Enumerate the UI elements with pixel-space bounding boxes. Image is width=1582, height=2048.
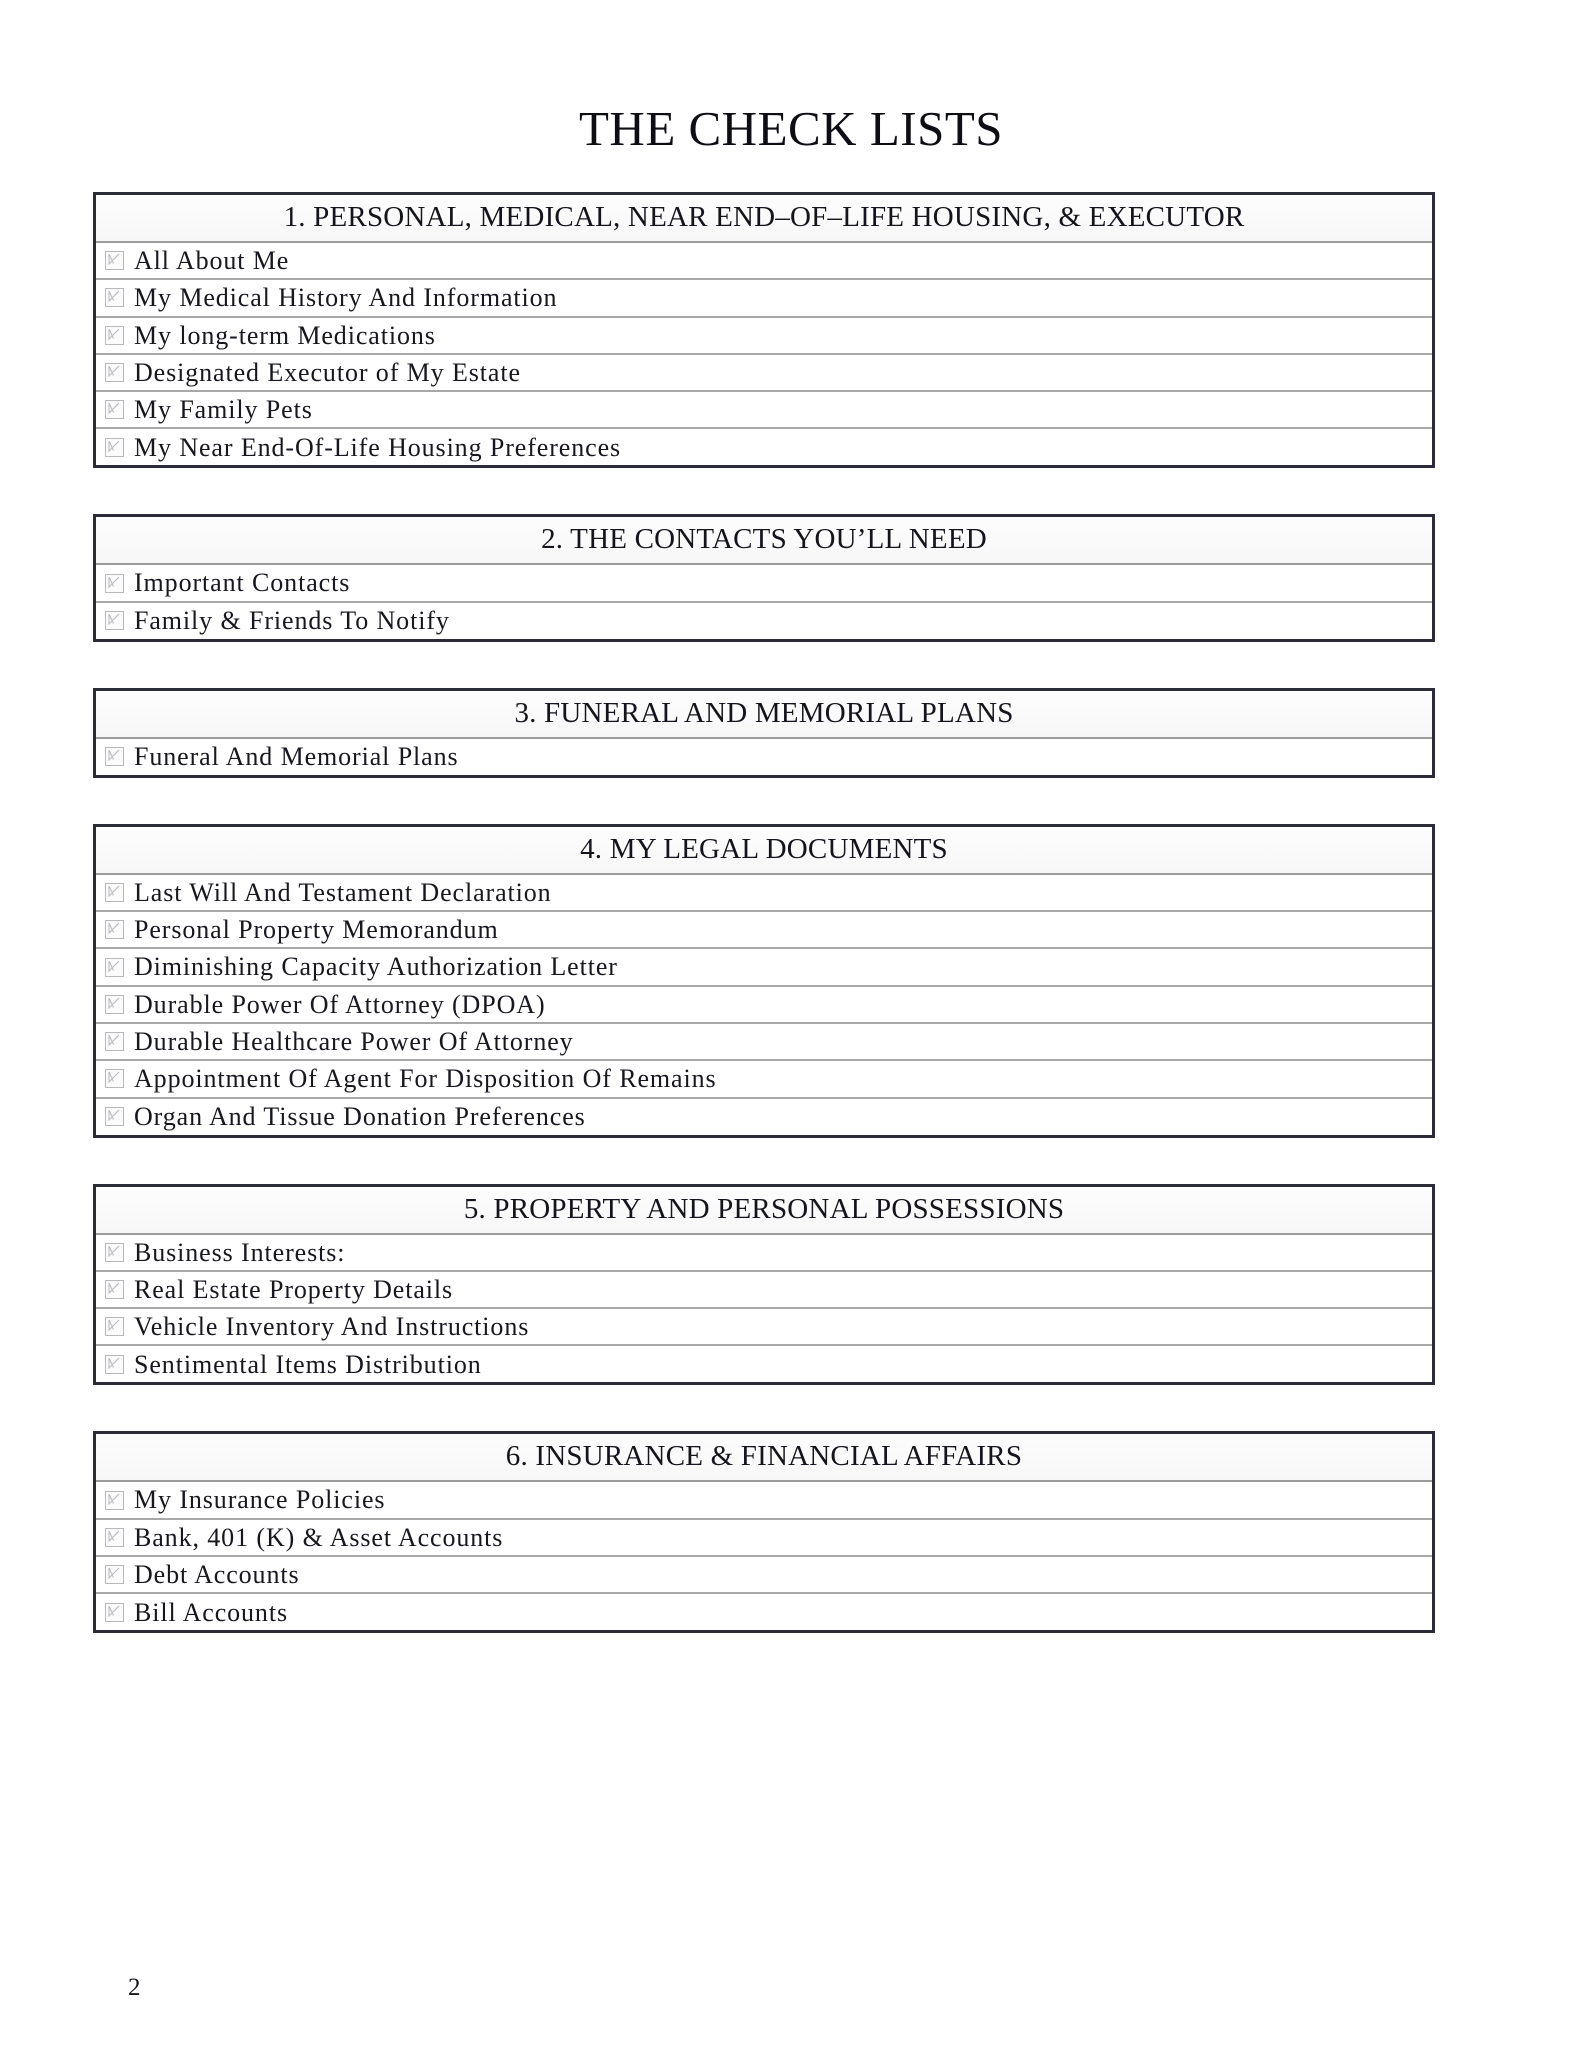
checkbox-checked-icon[interactable] bbox=[105, 251, 124, 270]
checklist-item-label: Vehicle Inventory And Instructions bbox=[134, 1312, 530, 1342]
checklist-item-label: My Medical History And Information bbox=[134, 283, 558, 313]
checkbox-checked-icon[interactable] bbox=[105, 326, 124, 345]
checkbox-checked-icon[interactable] bbox=[105, 438, 124, 457]
checkbox-checked-icon[interactable] bbox=[105, 400, 124, 419]
checkbox-checked-icon[interactable] bbox=[105, 1243, 124, 1262]
checkbox-checked-icon[interactable] bbox=[105, 958, 124, 977]
checkbox-checked-icon[interactable] bbox=[105, 1069, 124, 1088]
checklist-item-label: Bill Accounts bbox=[134, 1597, 288, 1627]
checklist-item-label: Organ And Tissue Donation Preferences bbox=[134, 1101, 586, 1131]
section-item-list bbox=[96, 1482, 1432, 1630]
checklist-item-row[interactable] bbox=[96, 949, 1432, 986]
checklist-item-label: Important Contacts bbox=[134, 568, 351, 598]
checklist-item-row[interactable] bbox=[96, 1557, 1432, 1594]
checklist-section bbox=[93, 688, 1435, 778]
checkbox-checked-icon[interactable] bbox=[105, 1355, 124, 1374]
checkbox-checked-icon[interactable] bbox=[105, 920, 124, 939]
page-number: 2 bbox=[128, 1974, 141, 2001]
checklist-item-label: My Insurance Policies bbox=[134, 1485, 386, 1515]
checkbox-checked-icon[interactable] bbox=[105, 611, 124, 630]
checkbox-checked-icon[interactable] bbox=[105, 1603, 124, 1622]
checklist-item-row[interactable] bbox=[96, 355, 1432, 392]
checklist-item-label: Family & Friends To Notify bbox=[134, 606, 450, 636]
section-item-list bbox=[96, 739, 1432, 775]
checklist-item-label: Durable Power Of Attorney (DPOA) bbox=[134, 989, 546, 1019]
section-header: 5. PROPERTY AND PERSONAL POSSESSIONS bbox=[96, 1187, 1432, 1235]
checkbox-checked-icon[interactable] bbox=[105, 1107, 124, 1126]
checklist-item-row[interactable] bbox=[96, 565, 1432, 602]
section-item-list bbox=[96, 243, 1432, 465]
checklist-item-label: Durable Healthcare Power Of Attorney bbox=[134, 1026, 574, 1056]
checkbox-checked-icon[interactable] bbox=[105, 883, 124, 902]
checklist-item-label: Diminishing Capacity Authorization Letter bbox=[134, 952, 618, 982]
checklist-item-row[interactable] bbox=[96, 1024, 1432, 1061]
checkbox-checked-icon[interactable] bbox=[105, 1280, 124, 1299]
checklist-section bbox=[93, 1184, 1435, 1386]
section-header: 6. INSURANCE & FINANCIAL AFFAIRS bbox=[96, 1434, 1432, 1482]
section-header: 4. MY LEGAL DOCUMENTS bbox=[96, 827, 1432, 875]
checkbox-checked-icon[interactable] bbox=[105, 363, 124, 382]
checkbox-checked-icon[interactable] bbox=[105, 995, 124, 1014]
checklist-item-label: Appointment Of Agent For Disposition Of Remains bbox=[134, 1064, 717, 1094]
checklist-item-label: Bank, 401 (K) & Asset Accounts bbox=[134, 1522, 504, 1552]
checklist-item-label: Designated Executor of My Estate bbox=[134, 357, 521, 387]
checklist-item-row[interactable] bbox=[96, 875, 1432, 912]
checklist-item-row[interactable] bbox=[96, 392, 1432, 429]
section-item-list bbox=[96, 1235, 1432, 1383]
checklist-section bbox=[93, 192, 1435, 468]
checklist-item-row[interactable] bbox=[96, 318, 1432, 355]
checklist-item-row[interactable] bbox=[96, 280, 1432, 317]
checklist-item-row[interactable] bbox=[96, 1099, 1432, 1135]
checklist-item-row[interactable] bbox=[96, 912, 1432, 949]
checklist-item-label: My long-term Medications bbox=[134, 320, 436, 350]
section-item-list bbox=[96, 875, 1432, 1135]
section-item-list bbox=[96, 565, 1432, 638]
checklist-item-row[interactable] bbox=[96, 243, 1432, 280]
checklist-sections bbox=[0, 192, 1582, 1633]
checklist-item-label: Business Interests: bbox=[134, 1237, 346, 1267]
checkbox-checked-icon[interactable] bbox=[105, 1565, 124, 1584]
checklist-item-row[interactable] bbox=[96, 429, 1432, 465]
checklist-item-row[interactable] bbox=[96, 739, 1432, 775]
section-header: 3. FUNERAL AND MEMORIAL PLANS bbox=[96, 691, 1432, 739]
section-header: 1. PERSONAL, MEDICAL, NEAR END–OF–LIFE HOUSING, & EXECUTOR bbox=[96, 195, 1432, 243]
checklist-item-label: Sentimental Items Distribution bbox=[134, 1349, 482, 1379]
checklist-item-label: Personal Property Memorandum bbox=[134, 915, 499, 945]
checklist-item-row[interactable] bbox=[96, 1272, 1432, 1309]
checklist-item-label: Real Estate Property Details bbox=[134, 1274, 454, 1304]
checkbox-checked-icon[interactable] bbox=[105, 1491, 124, 1510]
checklist-item-label: My Near End-Of-Life Housing Preferences bbox=[134, 432, 622, 462]
checklist-item-label: Debt Accounts bbox=[134, 1560, 300, 1590]
checkbox-checked-icon[interactable] bbox=[105, 288, 124, 307]
checklist-item-row[interactable] bbox=[96, 987, 1432, 1024]
section-header: 2. THE CONTACTS YOU’LL NEED bbox=[96, 517, 1432, 565]
checklist-item-row[interactable] bbox=[96, 1309, 1432, 1346]
checklist-item-row[interactable] bbox=[96, 1235, 1432, 1272]
checklist-item-row[interactable] bbox=[96, 1061, 1432, 1098]
checklist-item-label: Funeral And Memorial Plans bbox=[134, 742, 459, 772]
checklist-item-label: My Family Pets bbox=[134, 395, 313, 425]
checklist-item-label: Last Will And Testament Declaration bbox=[134, 877, 552, 907]
checklist-item-row[interactable] bbox=[96, 1594, 1432, 1630]
checklist-item-row[interactable] bbox=[96, 1520, 1432, 1557]
checkbox-checked-icon[interactable] bbox=[105, 574, 124, 593]
checkbox-checked-icon[interactable] bbox=[105, 1528, 124, 1547]
checkbox-checked-icon[interactable] bbox=[105, 747, 124, 766]
checklist-item-row[interactable] bbox=[96, 1346, 1432, 1382]
checkbox-checked-icon[interactable] bbox=[105, 1317, 124, 1336]
checklist-section bbox=[93, 1431, 1435, 1633]
checklist-section bbox=[93, 824, 1435, 1138]
checklist-item-label: All About Me bbox=[134, 246, 290, 275]
checklist-section bbox=[93, 514, 1435, 641]
checklist-item-row[interactable] bbox=[96, 1482, 1432, 1519]
checklist-item-row[interactable] bbox=[96, 603, 1432, 639]
page-title: THE CHECK LISTS bbox=[579, 101, 1003, 156]
checkbox-checked-icon[interactable] bbox=[105, 1032, 124, 1051]
